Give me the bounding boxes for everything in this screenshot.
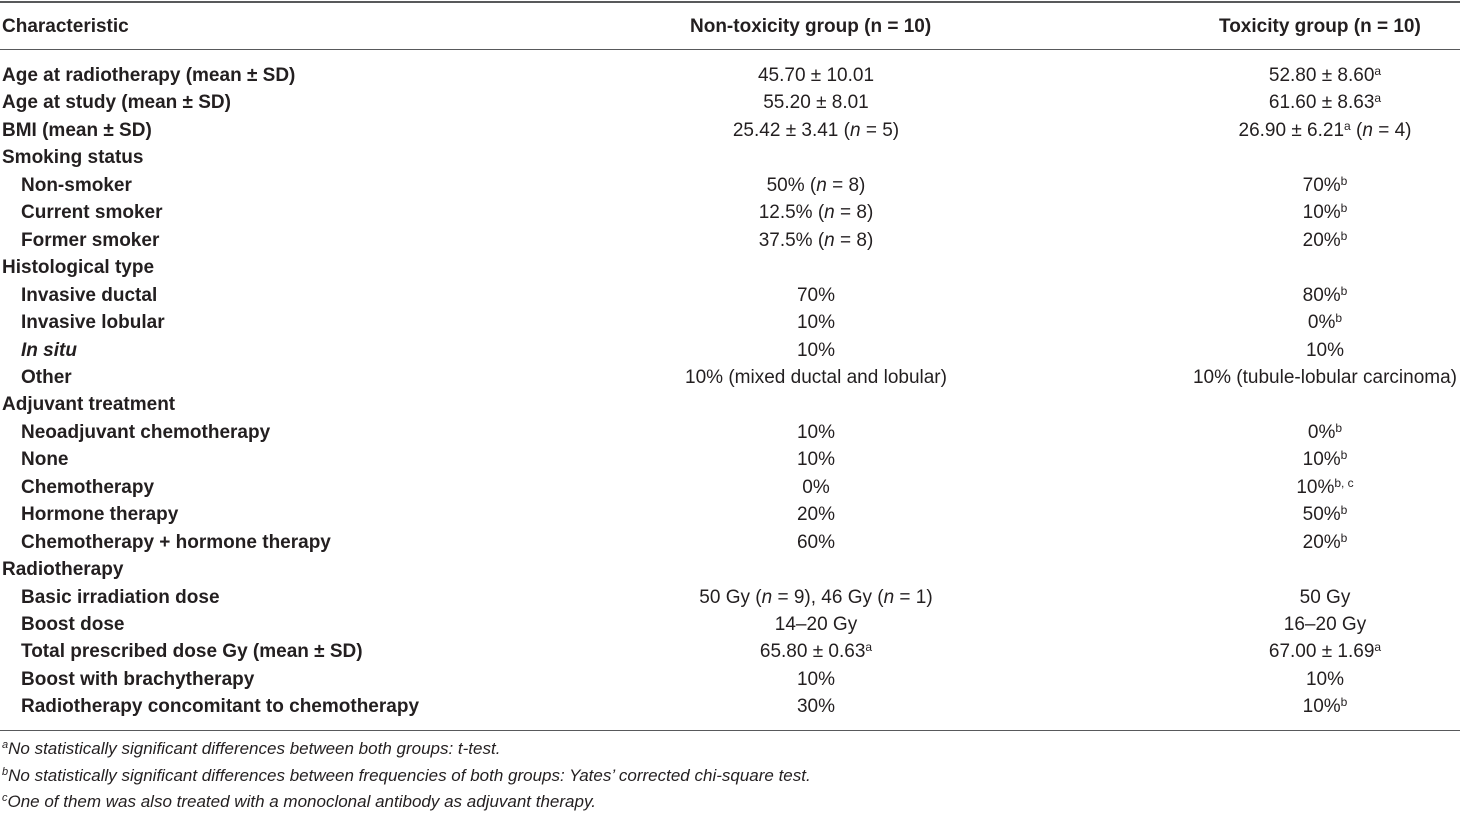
- value-text: 10%: [796, 422, 836, 443]
- value-text: 65.80 ± 0.63: [759, 641, 866, 662]
- row-label: Radiotherapy: [2, 559, 124, 580]
- table-row: [0, 666, 1460, 693]
- value-text: 0%: [1307, 312, 1336, 333]
- value-text: 50 Gy (: [699, 587, 762, 608]
- header-non-toxicity: Non-toxicity group (n = 10): [690, 16, 932, 37]
- footnote-ref: a: [1374, 640, 1382, 654]
- non-toxicity-text: [758, 62, 874, 89]
- toxicity-text: [1303, 282, 1348, 309]
- row-label: Boost with brachytherapy: [21, 669, 255, 690]
- non-toxicity-text: [797, 337, 835, 364]
- toxicity-text: [1303, 172, 1348, 199]
- row-label: BMI (mean ± SD): [2, 120, 152, 141]
- value-text: (: [1350, 120, 1363, 141]
- table-row: [0, 611, 1460, 638]
- non-toxicity-text: [775, 611, 857, 638]
- header-toxicity: Toxicity group (n = 10): [1219, 16, 1421, 37]
- toxicity-text: [1284, 611, 1366, 638]
- table-row: [0, 117, 1460, 144]
- non-toxicity-text: [802, 474, 829, 501]
- row-label: Histological type: [2, 257, 155, 278]
- row-label: Chemotherapy: [21, 477, 155, 498]
- non-toxicity-text: [733, 117, 899, 144]
- non-toxicity-text: [797, 529, 835, 556]
- footnote-mark: b: [2, 766, 9, 778]
- footnote-ref: b: [1340, 503, 1348, 517]
- footnote-a: [2, 739, 500, 759]
- value-text: 10%: [1305, 669, 1345, 690]
- footnote-ref: a: [1344, 119, 1351, 133]
- row-label: Total prescribed dose Gy (mean ± SD): [21, 641, 363, 662]
- non-toxicity-text: [763, 89, 869, 116]
- header-characteristic: Characteristic: [2, 16, 129, 37]
- toxicity-text: [1269, 62, 1381, 89]
- value-text: 10% (mixed ductal and lobular): [685, 367, 947, 388]
- toxicity-text: [1303, 446, 1348, 473]
- footnote-c: [2, 792, 596, 812]
- toxicity-text: [1306, 337, 1344, 364]
- row-label: Chemotherapy + hormone therapy: [21, 532, 331, 553]
- table-row: [0, 62, 1460, 89]
- value-text: 20%: [1302, 532, 1341, 553]
- footnote-ref: a: [1374, 64, 1382, 78]
- value-text: 30%: [796, 696, 836, 717]
- value-text: = 4): [1372, 120, 1412, 141]
- value-text: = 8): [834, 230, 874, 251]
- value-text: 67.00 ± 1.69: [1268, 641, 1375, 662]
- non-toxicity-text: [685, 364, 947, 391]
- row-label: Age at radiotherapy (mean ± SD): [2, 65, 296, 86]
- value-text: 10%: [796, 312, 836, 333]
- table-row: [0, 419, 1460, 446]
- value-text: 52.80 ± 8.60: [1268, 65, 1375, 86]
- value-text: 80%: [1302, 285, 1341, 306]
- footnote-ref: b: [1340, 174, 1348, 188]
- non-toxicity-text: [797, 446, 835, 473]
- non-toxicity-text: [797, 309, 835, 336]
- toxicity-text: [1296, 474, 1353, 501]
- table-row: [0, 446, 1460, 473]
- row-label: Basic irradiation dose: [21, 587, 220, 608]
- non-toxicity-text: [797, 501, 835, 528]
- non-toxicity-text: [760, 638, 872, 665]
- n-symbol: n: [1362, 120, 1373, 141]
- value-text: 10%: [796, 449, 836, 470]
- table-row: [0, 89, 1460, 116]
- value-text: 37.5% (: [758, 230, 825, 251]
- row-label: Other: [21, 367, 72, 388]
- table-row: [0, 584, 1460, 611]
- value-text: 60%: [796, 532, 836, 553]
- table-row: [0, 254, 1460, 281]
- footnote-ref: b: [1340, 284, 1348, 298]
- row-label: Invasive ductal: [21, 285, 158, 306]
- footnote-ref: b: [1340, 201, 1348, 215]
- non-toxicity-text: [797, 693, 835, 720]
- footnote-mark: a: [2, 739, 9, 751]
- value-text: 0%: [802, 477, 830, 498]
- value-text: 10%: [1302, 202, 1341, 223]
- value-text: 10%: [1305, 340, 1345, 361]
- table-row: [0, 144, 1460, 171]
- value-text: 10%: [796, 669, 836, 690]
- table-row: [0, 364, 1460, 391]
- row-label: Boost dose: [21, 614, 125, 635]
- non-toxicity-text: [699, 584, 932, 611]
- row-label: Radiotherapy concomitant to chemotherapy: [21, 696, 420, 717]
- toxicity-text: [1303, 227, 1348, 254]
- value-text: 10%: [796, 340, 836, 361]
- header-rule: [0, 49, 1460, 50]
- n-symbol: n: [824, 202, 835, 223]
- footnote-ref: b: [1340, 531, 1348, 545]
- non-toxicity-text: [797, 666, 835, 693]
- value-text: 12.5% (: [758, 202, 825, 223]
- footnote-text: No statistically significant differences between both groups: t-test.: [8, 739, 501, 758]
- n-symbol: n: [824, 230, 835, 251]
- value-text: 25.42 ± 3.41 (: [732, 120, 850, 141]
- table-row: [0, 309, 1460, 336]
- table-row: [0, 529, 1460, 556]
- footnote-ref: b: [1335, 311, 1343, 325]
- n-symbol: n: [816, 175, 827, 196]
- table-bottom-rule: [0, 730, 1460, 731]
- non-toxicity-text: [797, 282, 835, 309]
- table-row: [0, 693, 1460, 720]
- value-text: 10%: [1302, 449, 1341, 470]
- value-text: 16–20 Gy: [1283, 614, 1367, 635]
- toxicity-text: [1300, 584, 1351, 611]
- row-label: Age at study (mean ± SD): [2, 92, 231, 113]
- value-text: 10%: [1302, 696, 1341, 717]
- table-row: [0, 391, 1460, 418]
- footnote-ref: a: [865, 640, 873, 654]
- toxicity-text: [1193, 364, 1457, 391]
- toxicity-text: [1303, 199, 1348, 226]
- row-label: Smoking status: [2, 147, 144, 168]
- footnote-ref: b: [1340, 448, 1348, 462]
- value-text: 0%: [1307, 422, 1336, 443]
- footnote-ref: b: [1340, 695, 1348, 709]
- non-toxicity-text: [759, 199, 874, 226]
- toxicity-text: [1303, 501, 1348, 528]
- n-symbol: n: [761, 587, 773, 608]
- table-top-rule: [0, 1, 1460, 3]
- table-row: [0, 282, 1460, 309]
- row-label: Adjuvant treatment: [2, 394, 176, 415]
- table-row: [0, 556, 1460, 583]
- table-row: [0, 501, 1460, 528]
- value-text: 70%: [1302, 175, 1341, 196]
- table-row: [0, 474, 1460, 501]
- value-text: 45.70 ± 10.01: [757, 65, 875, 86]
- toxicity-text: [1306, 666, 1344, 693]
- value-text: 14–20 Gy: [774, 614, 858, 635]
- value-text: 50% (: [766, 175, 817, 196]
- value-text: 10% (tubule-lobular carcinoma): [1192, 367, 1458, 388]
- toxicity-text: [1308, 309, 1342, 336]
- row-label: Former smoker: [21, 230, 160, 251]
- row-label: None: [21, 449, 69, 470]
- value-text: 70%: [796, 285, 836, 306]
- row-label: Invasive lobular: [21, 312, 165, 333]
- table-row: [0, 172, 1460, 199]
- row-label: Neoadjuvant chemotherapy: [21, 422, 271, 443]
- value-text: 50%: [1302, 504, 1341, 525]
- toxicity-text: [1239, 117, 1412, 144]
- value-text: = 8): [826, 175, 866, 196]
- value-text: 20%: [1302, 230, 1341, 251]
- row-label: Hormone therapy: [21, 504, 179, 525]
- value-text: 26.90 ± 6.21: [1238, 120, 1345, 141]
- row-label: Non-smoker: [21, 175, 132, 196]
- value-text: = 9), 46 Gy (: [772, 587, 884, 608]
- footnote-ref: a: [1374, 91, 1382, 105]
- table-row: [0, 227, 1460, 254]
- n-symbol: n: [883, 587, 895, 608]
- row-label-text: In situ: [21, 340, 77, 361]
- value-text: = 5): [860, 120, 900, 141]
- non-toxicity-text: [797, 419, 835, 446]
- table-row: [0, 638, 1460, 665]
- toxicity-text: [1303, 529, 1348, 556]
- footnote-text: One of them was also treated with a monoclonal antibody as adjuvant therapy.: [7, 792, 596, 811]
- non-toxicity-text: [767, 172, 866, 199]
- n-symbol: n: [849, 120, 861, 141]
- footnote-b: [2, 766, 811, 786]
- toxicity-text: [1269, 89, 1381, 116]
- value-text: 61.60 ± 8.63: [1268, 92, 1375, 113]
- value-text: 55.20 ± 8.01: [763, 92, 869, 113]
- footnote-ref: b: [1340, 229, 1348, 243]
- table-row: [0, 337, 1460, 364]
- footnote-text: No statistically significant differences between frequencies of both groups: Yates’ corrected chi-square test.: [8, 766, 811, 785]
- table-row: [0, 199, 1460, 226]
- footnote-mark: c: [2, 792, 8, 804]
- toxicity-text: [1269, 638, 1381, 665]
- non-toxicity-text: [759, 227, 874, 254]
- value-text: 10%: [1296, 477, 1335, 498]
- row-label: Current smoker: [21, 202, 163, 223]
- value-text: 50 Gy: [1299, 587, 1351, 608]
- toxicity-text: [1303, 693, 1348, 720]
- value-text: = 1): [894, 587, 933, 608]
- toxicity-text: [1308, 419, 1342, 446]
- value-text: 20%: [796, 504, 836, 525]
- value-text: = 8): [834, 202, 874, 223]
- row-label: [21, 337, 77, 364]
- footnote-ref: b, c: [1334, 476, 1354, 490]
- footnote-ref: b: [1335, 421, 1343, 435]
